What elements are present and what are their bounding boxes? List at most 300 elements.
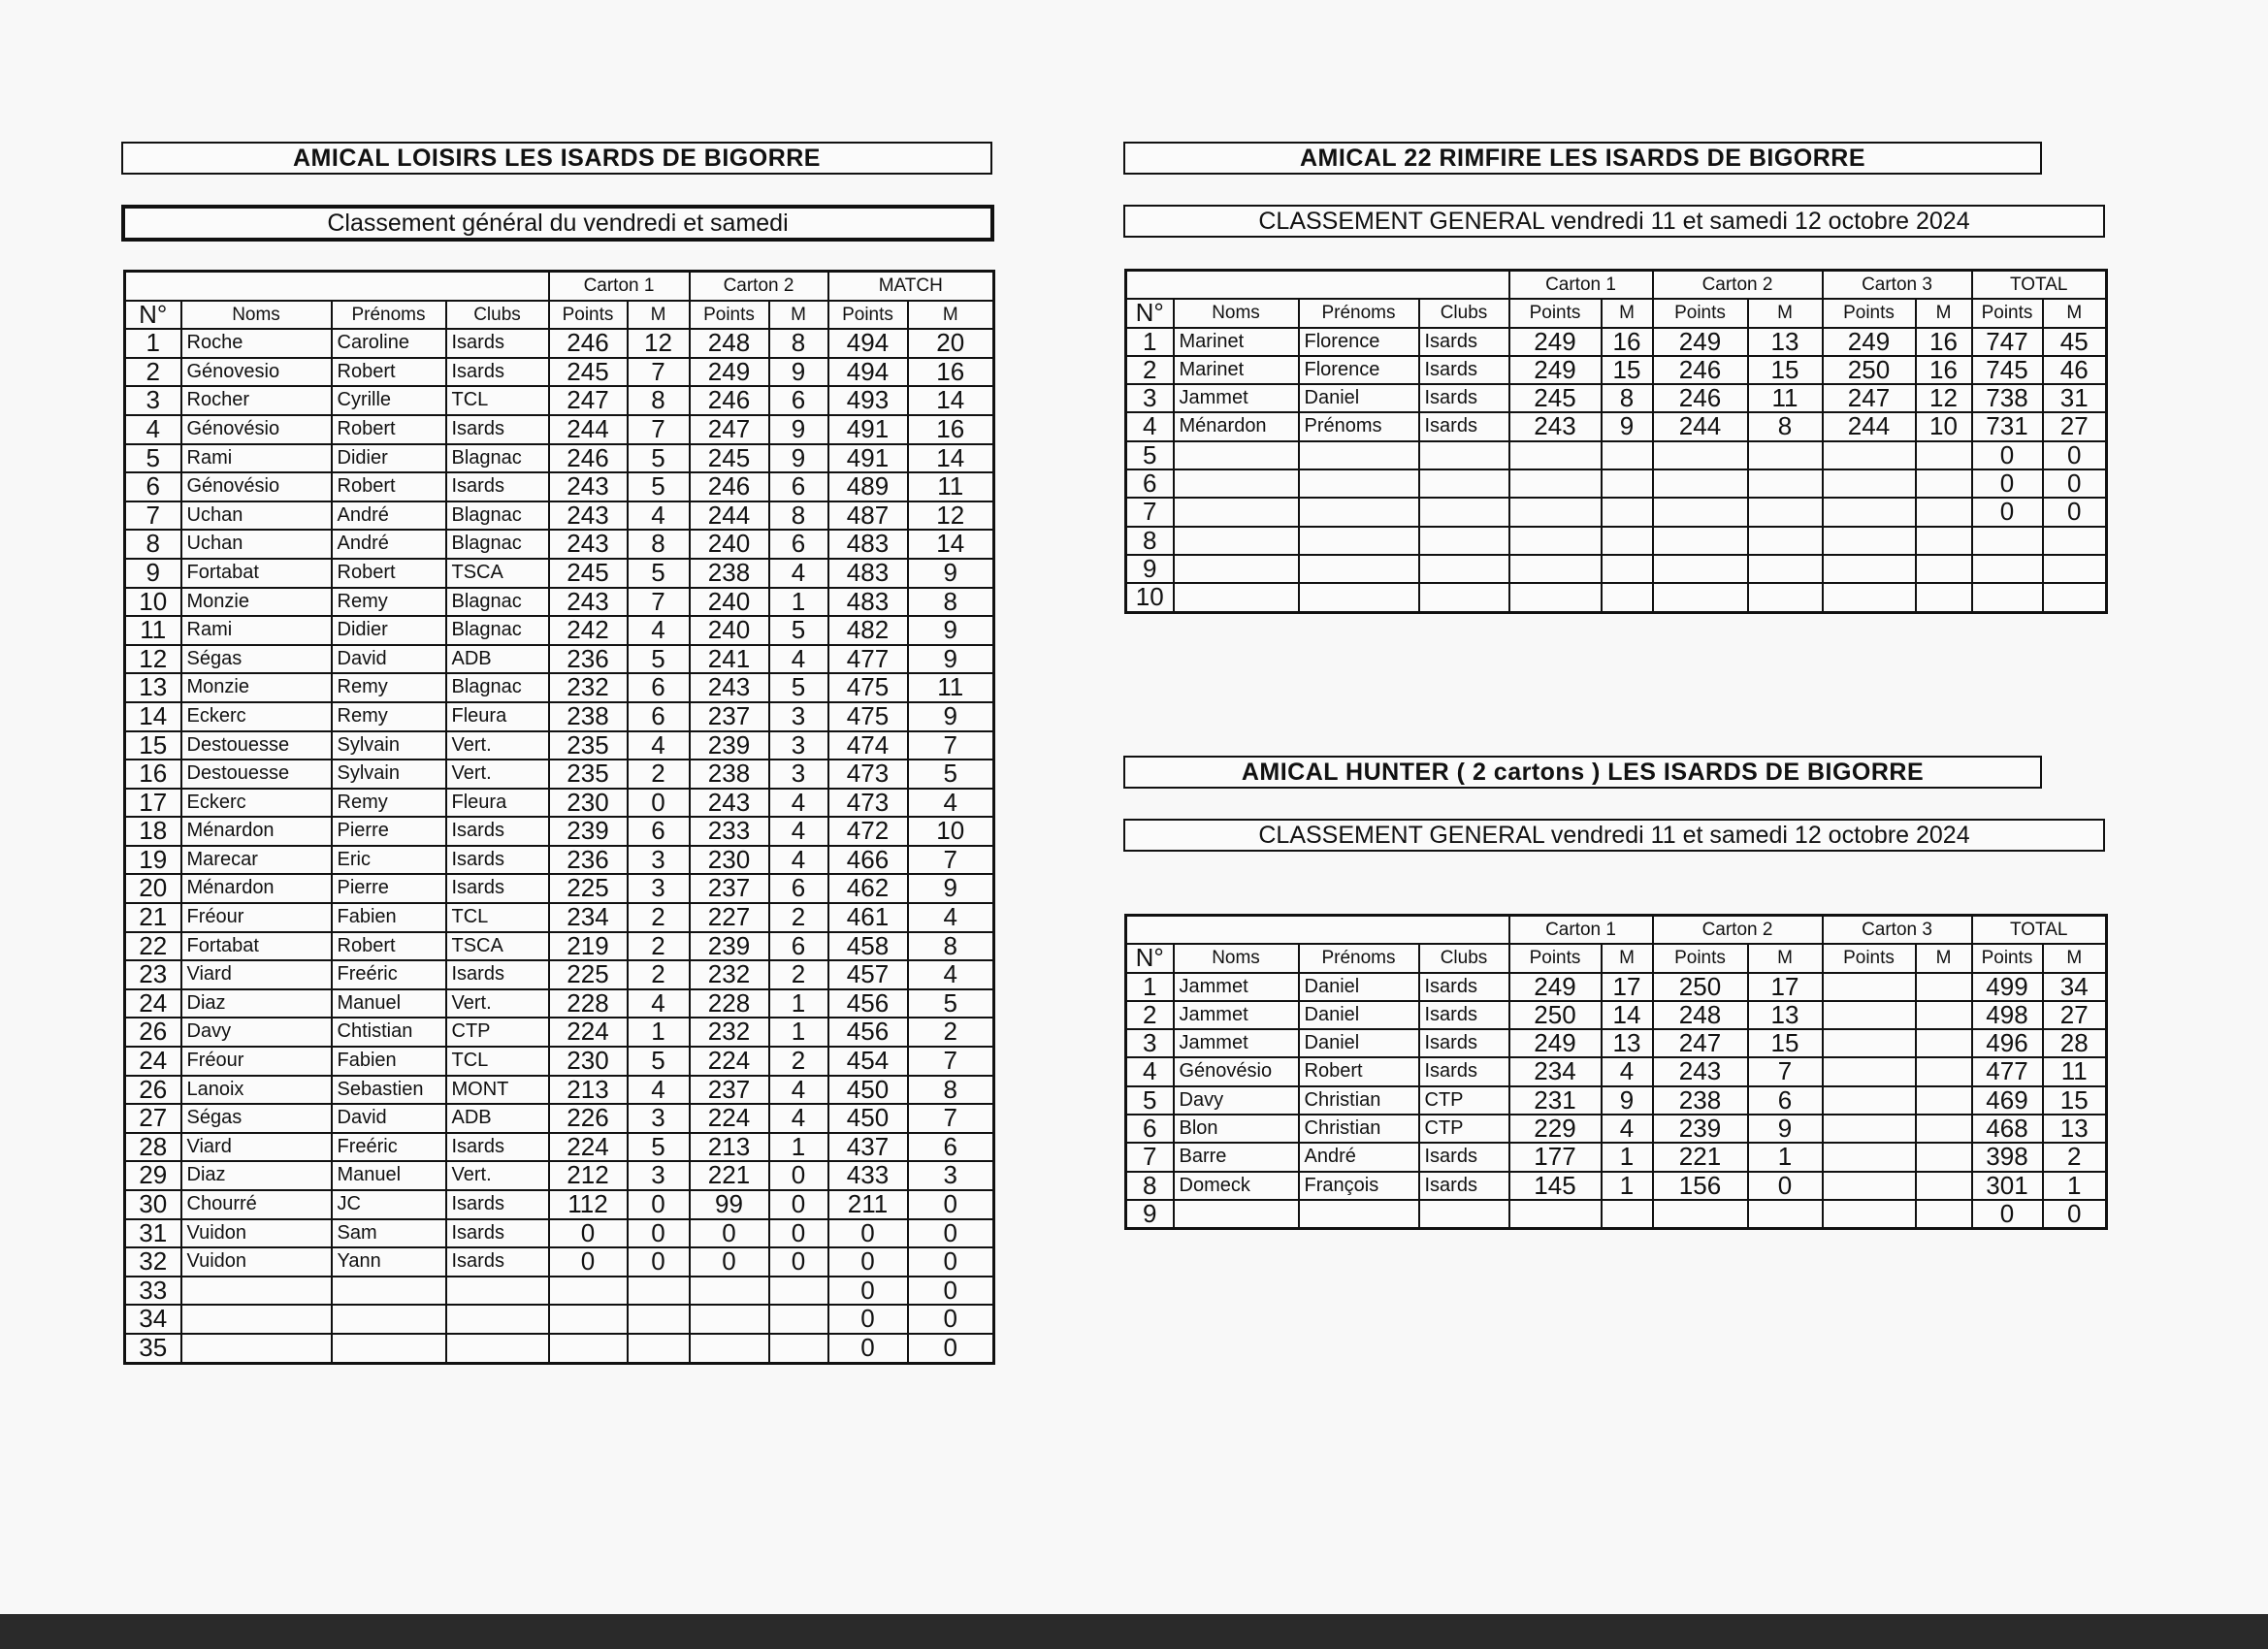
table-cell: 9 — [908, 874, 994, 903]
table-cell: 2 — [2043, 1143, 2107, 1171]
table-cell: 494 — [828, 329, 908, 358]
table-cell: 27 — [125, 1104, 181, 1133]
table-cell: 35 — [125, 1334, 181, 1363]
table-row — [125, 1133, 994, 1162]
table-cell: 229 — [1509, 1115, 1602, 1143]
table-cell — [1916, 1143, 1972, 1171]
table-cell — [1602, 555, 1653, 583]
table-cell: 234 — [1509, 1057, 1602, 1085]
table-row — [1126, 384, 2107, 412]
table-cell: 7 — [1748, 1057, 1823, 1085]
table-cell: Eckerc — [181, 789, 332, 818]
table-cell: 0 — [908, 1247, 994, 1277]
table-cell: Uchan — [181, 530, 332, 559]
table-row — [1126, 1057, 2107, 1085]
table-cell: Uchan — [181, 501, 332, 531]
table-cell: 1 — [125, 329, 181, 358]
table-cell: 221 — [690, 1161, 769, 1190]
table-cell — [1916, 583, 1972, 612]
table-cell: 0 — [828, 1305, 908, 1334]
table-cell: 245 — [1509, 384, 1602, 412]
table-row — [1126, 555, 2107, 583]
table-cell: Destouesse — [181, 760, 332, 789]
table-cell: 12 — [628, 329, 690, 358]
table-cell: 2 — [769, 903, 828, 932]
table-cell: 450 — [828, 1076, 908, 1105]
table-cell: 0 — [2043, 469, 2107, 498]
table-cell — [1419, 527, 1509, 555]
table-cell — [332, 1277, 446, 1306]
table-cell — [1823, 1086, 1916, 1115]
table-cell: 20 — [908, 329, 994, 358]
table-cell — [1916, 498, 1972, 526]
table-cell: Fortabat — [181, 559, 332, 588]
table-cell: 3 — [908, 1161, 994, 1190]
table-cell: 14 — [1602, 1001, 1653, 1029]
table-cell — [181, 1334, 332, 1363]
table-cell — [1602, 498, 1653, 526]
table-cell — [1509, 498, 1602, 526]
column-header: Points — [1972, 944, 2043, 972]
table-cell — [446, 1277, 549, 1306]
table-cell: 13 — [1602, 1029, 1653, 1057]
table-cell: 0 — [769, 1190, 828, 1219]
table-cell: Ménardon — [1174, 412, 1299, 440]
table-cell: 228 — [549, 989, 628, 1018]
table-cell: 28 — [2043, 1029, 2107, 1057]
column-header-row — [125, 301, 994, 330]
table-cell: Pierre — [332, 874, 446, 903]
table-cell: 8 — [1748, 412, 1823, 440]
table-cell: 6 — [628, 702, 690, 731]
table-row — [1126, 1200, 2107, 1229]
table-cell: 7 — [628, 588, 690, 617]
table-cell: 0 — [908, 1190, 994, 1219]
table-cell — [769, 1277, 828, 1306]
loisirs-table — [123, 270, 995, 1365]
table-row — [125, 501, 994, 531]
column-header-row — [1126, 944, 2107, 972]
table-cell: 9 — [908, 645, 994, 674]
table-cell: 7 — [125, 501, 181, 531]
table-cell: 4 — [1602, 1115, 1653, 1143]
table-cell: 4 — [769, 1076, 828, 1105]
table-cell: 5 — [628, 559, 690, 588]
table-cell: André — [1299, 1143, 1419, 1171]
table-cell: Rami — [181, 616, 332, 645]
table-cell: Daniel — [1299, 384, 1419, 412]
table-row — [1126, 1029, 2107, 1057]
table-cell: Isards — [1419, 412, 1509, 440]
column-header: Noms — [1174, 299, 1299, 327]
table-cell: 16 — [1602, 328, 1653, 356]
column-header: Points — [1653, 299, 1748, 327]
group-header: Carton 1 — [549, 272, 690, 301]
table-cell: 14 — [125, 702, 181, 731]
rimfire-title: AMICAL 22 RIMFIRE LES ISARDS DE BIGORRE — [1123, 142, 2042, 175]
table-cell: Jammet — [1174, 1001, 1299, 1029]
table-row — [125, 846, 994, 875]
table-cell: 243 — [549, 530, 628, 559]
table-cell: Vuidon — [181, 1247, 332, 1277]
table-cell: Ménardon — [181, 874, 332, 903]
table-cell: Florence — [1299, 356, 1419, 384]
table-cell: Génovésio — [1174, 1057, 1299, 1085]
table-cell: 3 — [628, 1104, 690, 1133]
table-cell: 10 — [908, 817, 994, 846]
table-cell — [446, 1305, 549, 1334]
table-cell: 16 — [908, 358, 994, 387]
group-header: Carton 2 — [1653, 271, 1823, 300]
table-cell: 244 — [549, 415, 628, 444]
table-cell: 747 — [1972, 328, 2043, 356]
table-cell: 24 — [125, 989, 181, 1018]
table-cell: 483 — [828, 588, 908, 617]
table-cell: 11 — [1748, 384, 1823, 412]
table-cell: 248 — [690, 329, 769, 358]
table-row — [125, 559, 994, 588]
table-cell: 2 — [769, 1047, 828, 1076]
table-cell: 4 — [769, 789, 828, 818]
column-header: N° — [125, 301, 181, 330]
table-cell: Prénoms — [1299, 412, 1419, 440]
table-cell — [1916, 1029, 1972, 1057]
table-cell — [181, 1305, 332, 1334]
table-cell: 248 — [1653, 1001, 1748, 1029]
table-cell: 6 — [769, 472, 828, 501]
table-cell: 498 — [1972, 1001, 2043, 1029]
table-cell: Manuel — [332, 989, 446, 1018]
table-cell: 246 — [690, 472, 769, 501]
table-cell: 177 — [1509, 1143, 1602, 1171]
table-cell: Isards — [1419, 1001, 1509, 1029]
table-cell: Fortabat — [181, 932, 332, 961]
table-cell: 0 — [1972, 1200, 2043, 1229]
table-cell: 247 — [1653, 1029, 1748, 1057]
table-cell: 3 — [628, 1161, 690, 1190]
column-header: M — [2043, 299, 2107, 327]
table-cell: 45 — [2043, 328, 2107, 356]
table-cell: Isards — [446, 874, 549, 903]
table-cell: 1 — [1602, 1172, 1653, 1200]
table-row — [1126, 498, 2107, 526]
table-cell — [1748, 498, 1823, 526]
table-cell: Isards — [446, 472, 549, 501]
table-cell: 5 — [628, 645, 690, 674]
table-cell: 213 — [690, 1133, 769, 1162]
table-cell: Blon — [1174, 1115, 1299, 1143]
table-cell: Blagnac — [446, 616, 549, 645]
table-cell: Robert — [332, 415, 446, 444]
table-cell: 450 — [828, 1104, 908, 1133]
table-cell: 477 — [1972, 1057, 2043, 1085]
table-cell: 224 — [690, 1104, 769, 1133]
table-cell: 1 — [769, 1018, 828, 1047]
table-cell: Caroline — [332, 329, 446, 358]
table-cell: 5 — [628, 472, 690, 501]
table-cell: 0 — [828, 1247, 908, 1277]
table-cell: 9 — [1748, 1115, 1823, 1143]
table-cell: 0 — [628, 1219, 690, 1248]
table-cell: 2 — [1126, 1001, 1174, 1029]
table-cell: 244 — [690, 501, 769, 531]
table-row — [125, 444, 994, 473]
table-cell: 11 — [2043, 1057, 2107, 1085]
table-cell: 19 — [125, 846, 181, 875]
table-cell: 9 — [908, 559, 994, 588]
table-cell: 2 — [125, 358, 181, 387]
table-cell: Ségas — [181, 645, 332, 674]
table-row — [125, 1076, 994, 1105]
table-cell — [1419, 583, 1509, 612]
table-cell: 237 — [690, 1076, 769, 1105]
table-cell: 3 — [628, 846, 690, 875]
table-cell: 1 — [2043, 1172, 2107, 1200]
table-cell — [1916, 1086, 1972, 1115]
column-header: Points — [1823, 299, 1916, 327]
table-cell: David — [332, 645, 446, 674]
table-cell: Vert. — [446, 989, 549, 1018]
table-cell: 17 — [1602, 973, 1653, 1001]
table-cell: 0 — [769, 1247, 828, 1277]
table-cell: 3 — [125, 386, 181, 415]
table-cell: Barre — [1174, 1143, 1299, 1171]
column-header: Clubs — [446, 301, 549, 330]
table-cell: 249 — [1823, 328, 1916, 356]
table-cell — [2043, 583, 2107, 612]
table-cell: Isards — [446, 415, 549, 444]
table-cell — [1174, 1200, 1299, 1229]
table-cell: 466 — [828, 846, 908, 875]
table-cell: Génovesio — [181, 358, 332, 387]
table-cell: 230 — [549, 1047, 628, 1076]
table-cell: Blagnac — [446, 588, 549, 617]
table-cell — [690, 1277, 769, 1306]
table-cell: 2 — [628, 903, 690, 932]
table-cell: 244 — [1653, 412, 1748, 440]
table-cell: 247 — [690, 415, 769, 444]
table-cell: 11 — [125, 616, 181, 645]
table-cell: 11 — [908, 673, 994, 702]
table-cell: 235 — [549, 731, 628, 760]
table-cell: Sam — [332, 1219, 446, 1248]
table-cell: Remy — [332, 789, 446, 818]
table-cell: Isards — [1419, 328, 1509, 356]
table-cell: Blagnac — [446, 530, 549, 559]
table-cell: 5 — [769, 616, 828, 645]
table-row — [125, 386, 994, 415]
table-cell: 232 — [690, 1018, 769, 1047]
table-row — [1126, 441, 2107, 469]
table-cell: 4 — [1602, 1057, 1653, 1085]
table-row — [125, 932, 994, 961]
table-cell — [1174, 498, 1299, 526]
table-cell: 228 — [690, 989, 769, 1018]
table-cell: Lanoix — [181, 1076, 332, 1105]
table-cell: Eckerc — [181, 702, 332, 731]
table-cell: 4 — [769, 817, 828, 846]
group-header: Carton 2 — [690, 272, 828, 301]
table-cell: 468 — [1972, 1115, 2043, 1143]
column-header: Points — [690, 301, 769, 330]
table-cell: TCL — [446, 1047, 549, 1076]
table-cell: 13 — [1748, 1001, 1823, 1029]
table-cell: 499 — [1972, 973, 2043, 1001]
table-cell — [1916, 1057, 1972, 1085]
table-cell: 462 — [828, 874, 908, 903]
table-cell: 5 — [1126, 1086, 1174, 1115]
table-row — [125, 673, 994, 702]
table-cell: Robert — [1299, 1057, 1419, 1085]
group-header: Carton 1 — [1509, 916, 1653, 945]
table-cell: 8 — [125, 530, 181, 559]
table-cell: 2 — [1126, 356, 1174, 384]
table-cell — [1509, 441, 1602, 469]
table-cell — [1509, 527, 1602, 555]
group-header-blank — [1126, 916, 1509, 945]
table-cell — [1916, 1001, 1972, 1029]
table-row — [125, 1161, 994, 1190]
column-header: M — [1916, 299, 1972, 327]
table-cell: 9 — [125, 559, 181, 588]
table-cell — [690, 1334, 769, 1363]
table-cell — [1916, 1200, 1972, 1229]
table-cell — [1653, 1200, 1748, 1229]
table-cell: 475 — [828, 702, 908, 731]
table-cell: 9 — [1602, 412, 1653, 440]
table-cell: Diaz — [181, 989, 332, 1018]
table-cell — [1823, 1057, 1916, 1085]
table-cell: Isards — [446, 846, 549, 875]
table-cell — [1299, 555, 1419, 583]
group-header-row — [1126, 916, 2107, 945]
table-cell: 3 — [769, 760, 828, 789]
table-cell: 9 — [769, 415, 828, 444]
table-cell — [1823, 469, 1916, 498]
table-cell: 239 — [690, 731, 769, 760]
table-cell: 26 — [125, 1018, 181, 1047]
table-cell: 2 — [628, 760, 690, 789]
table-cell: 483 — [828, 559, 908, 588]
table-cell: Vert. — [446, 1161, 549, 1190]
table-cell: 496 — [1972, 1029, 2043, 1057]
table-cell: Monzie — [181, 673, 332, 702]
table-cell — [1509, 469, 1602, 498]
table-cell: 6 — [125, 472, 181, 501]
table-cell: 240 — [690, 588, 769, 617]
table-row — [125, 731, 994, 760]
table-cell: David — [332, 1104, 446, 1133]
table-cell: Marinet — [1174, 328, 1299, 356]
column-header: M — [1748, 299, 1823, 327]
table-cell: 738 — [1972, 384, 2043, 412]
table-cell: Isards — [446, 1247, 549, 1277]
table-cell: 0 — [908, 1277, 994, 1306]
table-cell — [1509, 555, 1602, 583]
table-cell: Isards — [446, 960, 549, 989]
table-cell: 246 — [1653, 356, 1748, 384]
table-cell — [1602, 583, 1653, 612]
table-cell: François — [1299, 1172, 1419, 1200]
table-cell: 243 — [549, 472, 628, 501]
table-row — [1126, 527, 2107, 555]
table-cell — [1602, 441, 1653, 469]
table-cell — [1299, 469, 1419, 498]
table-cell: Sebastien — [332, 1076, 446, 1105]
table-cell: 237 — [690, 874, 769, 903]
table-cell: 13 — [2043, 1115, 2107, 1143]
table-cell: 21 — [125, 903, 181, 932]
table-cell: 112 — [549, 1190, 628, 1219]
table-cell: Vuidon — [181, 1219, 332, 1248]
table-cell: 246 — [549, 329, 628, 358]
table-cell: Destouesse — [181, 731, 332, 760]
column-header: Points — [1823, 944, 1916, 972]
column-header: M — [2043, 944, 2107, 972]
table-cell: 8 — [769, 501, 828, 531]
table-row — [125, 645, 994, 674]
table-row — [125, 415, 994, 444]
table-cell: Blagnac — [446, 673, 549, 702]
table-cell: 14 — [908, 386, 994, 415]
table-cell: Rami — [181, 444, 332, 473]
table-cell: Isards — [446, 329, 549, 358]
group-header: TOTAL — [1972, 916, 2107, 945]
table-cell: Vert. — [446, 731, 549, 760]
table-cell: 7 — [1126, 498, 1174, 526]
table-cell: 0 — [690, 1247, 769, 1277]
table-cell — [1823, 973, 1916, 1001]
table-cell: 0 — [908, 1219, 994, 1248]
table-cell — [1972, 583, 2043, 612]
table-cell: André — [332, 530, 446, 559]
table-cell: 16 — [908, 415, 994, 444]
table-cell: 239 — [549, 817, 628, 846]
table-cell: Davy — [181, 1018, 332, 1047]
table-row — [125, 1247, 994, 1277]
table-cell: 4 — [628, 989, 690, 1018]
table-cell: 10 — [125, 588, 181, 617]
table-cell: 236 — [549, 846, 628, 875]
table-cell: 18 — [125, 817, 181, 846]
table-cell: 474 — [828, 731, 908, 760]
table-cell: 6 — [908, 1133, 994, 1162]
table-cell: 245 — [549, 559, 628, 588]
table-cell — [1299, 441, 1419, 469]
table-cell: 34 — [2043, 973, 2107, 1001]
table-cell: 22 — [125, 932, 181, 961]
table-cell — [2043, 555, 2107, 583]
table-cell: CTP — [1419, 1115, 1509, 1143]
table-cell — [1748, 527, 1823, 555]
table-cell: 0 — [549, 1219, 628, 1248]
column-header: Points — [1509, 299, 1602, 327]
table-row — [125, 874, 994, 903]
table-cell — [1602, 469, 1653, 498]
table-cell — [1653, 498, 1748, 526]
table-row — [125, 530, 994, 559]
table-cell: 1 — [628, 1018, 690, 1047]
table-row — [125, 817, 994, 846]
table-cell: 250 — [1823, 356, 1916, 384]
table-cell — [1174, 469, 1299, 498]
table-cell — [1653, 441, 1748, 469]
table-cell: 4 — [908, 903, 994, 932]
table-cell: Eric — [332, 846, 446, 875]
table-cell: 456 — [828, 989, 908, 1018]
table-cell: Cyrille — [332, 386, 446, 415]
table-cell: 1 — [1126, 328, 1174, 356]
